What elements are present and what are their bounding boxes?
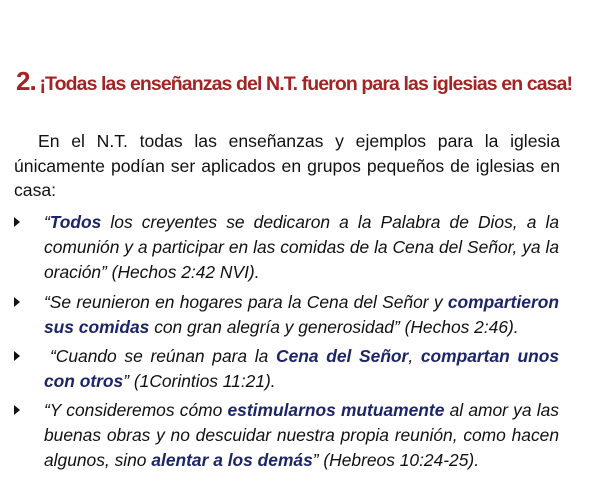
bullet-emphasis: Todos <box>49 212 102 232</box>
bullet-text-part: con gran alegría y generosidad” (Hechos 2:46). <box>149 317 519 337</box>
bullet-arrow-icon <box>14 351 20 361</box>
heading-number: 2. <box>16 66 36 96</box>
bullet-text <box>44 210 559 285</box>
bullet-arrow-icon <box>14 297 20 307</box>
intro-paragraph: En el N.T. todas las enseñanzas y ejemplos para la iglesia únicamente podían ser aplicados en grupos pequeños de iglesias en casa: <box>14 131 560 200</box>
bullet-text-part: “Se reunieron en hogares para la Cena del Señor y <box>44 292 448 312</box>
section-heading <box>16 66 586 97</box>
heading-text: ¡Todas las enseñanzas del N.T. fueron para las iglesias en casa! <box>39 73 573 95</box>
bullet-text-part: “ <box>44 212 50 232</box>
bullet-emphasis: alentar a los demás <box>151 450 313 470</box>
bullet-text-part: “Y consideremos cómo <box>44 400 228 420</box>
bullet-text-part: ” (1Corintios 11:21). <box>123 371 276 391</box>
bullet-emphasis: Cena del Señor <box>276 346 409 366</box>
bullet-text-part: “Cuando se reúnan para la <box>50 346 277 366</box>
bullet-text-part: los creyentes se dedicaron a la Palabra de Dios, a la comunión y a participar en las comidas de la Cena del Señor, ya la oración” (Hechos 2:42 NVI). <box>44 212 559 282</box>
bullet-text-part: ” (Hebreos 10:24-25). <box>312 450 480 470</box>
bullet-arrow-icon <box>14 405 20 415</box>
bullet-arrow-icon <box>14 217 20 227</box>
bullet-text <box>44 398 559 473</box>
bullet-emphasis: estimularnos mutuamente <box>227 400 445 420</box>
bullet-emphasis: compartan unos con otros <box>44 346 559 391</box>
bullet-text <box>44 290 559 340</box>
bullet-text <box>44 344 559 394</box>
bullet-text-part: , <box>408 346 421 366</box>
bullet-text-part: al amor ya las buenas obras y no descuidar nuestra propia reunión, como hacen algunos, sino <box>44 400 559 470</box>
bullet-emphasis: compartieron sus comidas <box>44 292 559 337</box>
